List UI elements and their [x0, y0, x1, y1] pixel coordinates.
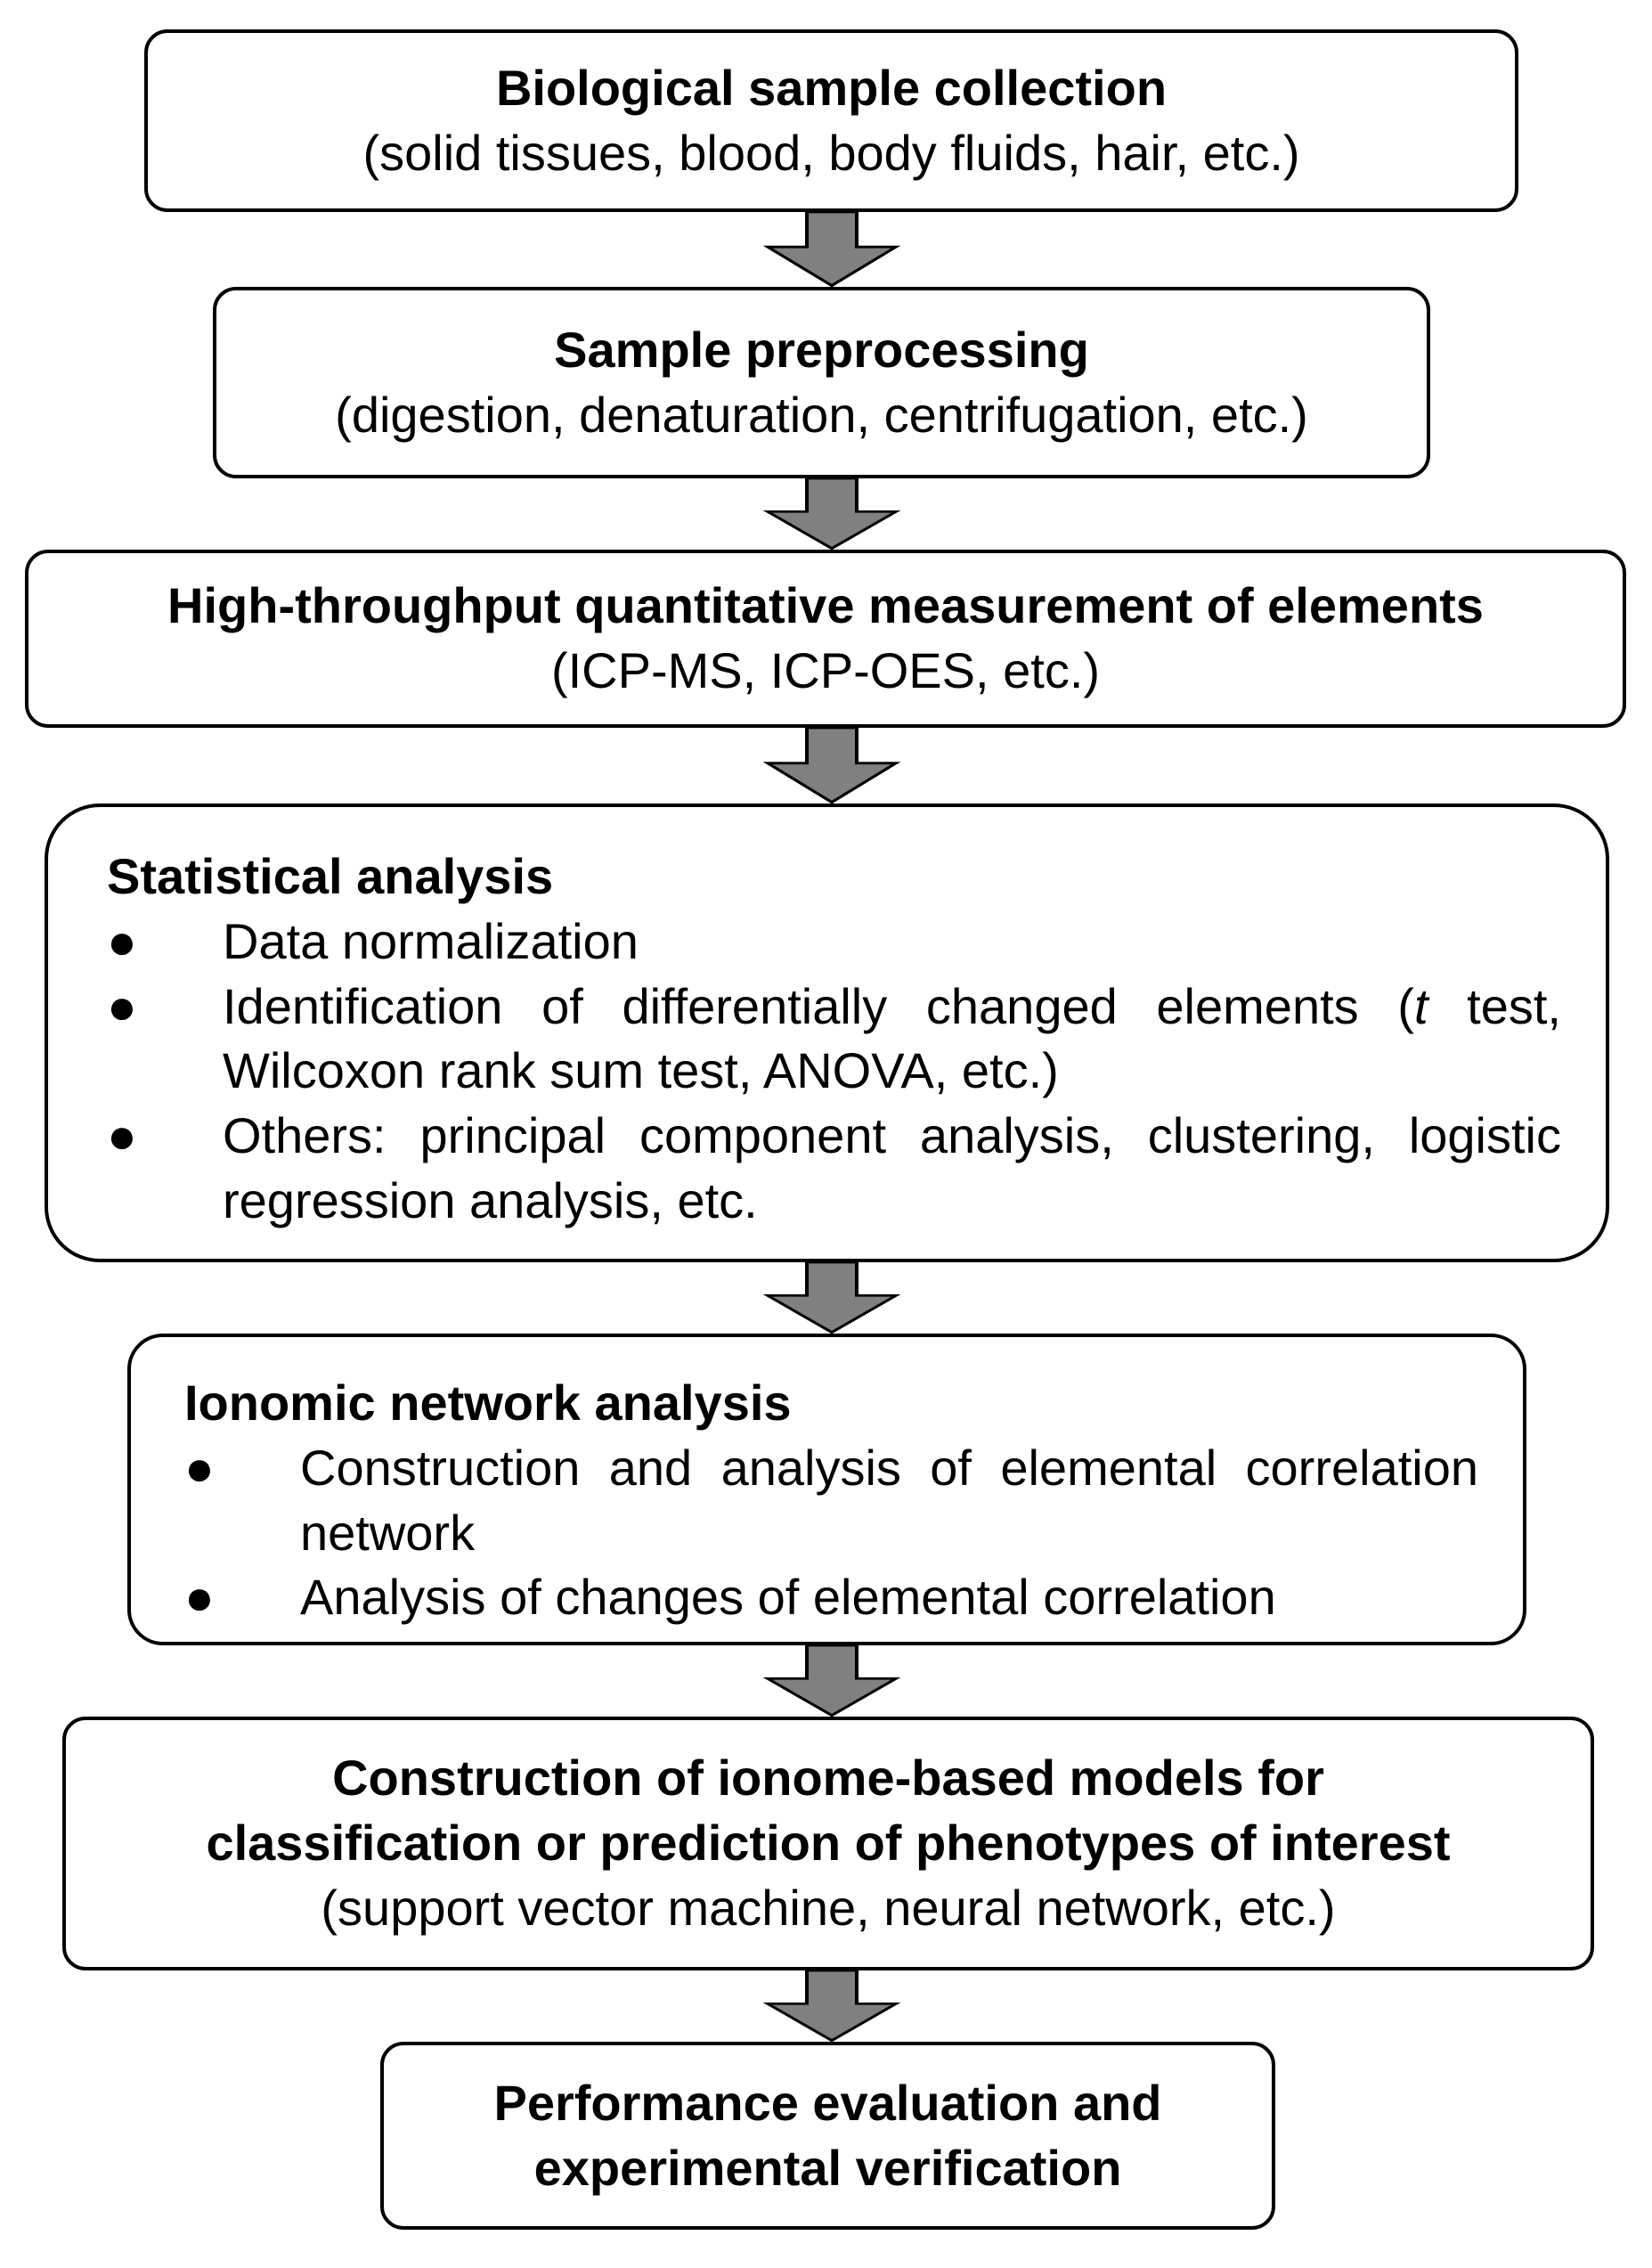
- list-item: [107, 975, 1561, 1105]
- list-item-text: Analysis of changes of elemental correlation: [300, 1569, 1276, 1626]
- list-item-text: Data normalization: [223, 912, 639, 969]
- list-item-text: [223, 975, 1561, 1105]
- step-statistical-analysis: [45, 804, 1609, 1262]
- step-title: Ionomic network analysis: [184, 1375, 792, 1431]
- step-subtitle: (solid tissues, blood, body fluids, hair, etc.): [362, 124, 1300, 181]
- bullet-icon: ●: [107, 1107, 137, 1164]
- step-sample-collection: [144, 29, 1518, 212]
- flow-arrow-down-icon: [761, 1645, 903, 1717]
- step-ionomic-network-analysis: [127, 1334, 1526, 1645]
- bullet-icon: ●: [107, 977, 137, 1034]
- step-quantitative-measurement: [25, 550, 1626, 728]
- flow-arrow-down-icon: [761, 1970, 903, 2042]
- list-item: [184, 1565, 1478, 1630]
- list-item-text-italic: t: [1413, 977, 1428, 1034]
- step-title-line2: classification or prediction of phenotypes of interest: [206, 1815, 1451, 1872]
- step-performance-evaluation: [380, 2042, 1275, 2230]
- bullet-icon: ●: [184, 1439, 215, 1496]
- step-ionome-models: [62, 1717, 1594, 1970]
- step-subtitle: (ICP-MS, ICP-OES, etc.): [550, 642, 1101, 698]
- list-item: [107, 1104, 1561, 1234]
- step-title: Biological sample collection: [495, 59, 1168, 116]
- step-title: High-throughput quantitative measurement of elements: [167, 577, 1484, 634]
- step-title: Statistical analysis: [107, 848, 554, 904]
- list-item-text: Construction and analysis of elemental correlation network: [300, 1439, 1478, 1561]
- step-subtitle: (support vector machine, neural network, etc.): [321, 1879, 1336, 1936]
- flow-arrow-down-icon: [761, 1262, 903, 1334]
- flow-arrow-down-icon: [761, 728, 903, 804]
- step-title-line1: Construction of ionome-based models for: [332, 1750, 1324, 1807]
- list-item-text-part: test, Wilcoxon rank sum test, ANOVA, etc.): [223, 977, 1561, 1099]
- list-item: [107, 910, 1561, 975]
- bullet-icon: ●: [107, 912, 137, 969]
- step-sample-preprocessing: [213, 287, 1430, 478]
- flow-arrow-down-icon: [761, 478, 903, 550]
- list-item-text: Others: principal component analysis, clustering, logistic regression analysis, etc.: [223, 1107, 1561, 1228]
- bullet-icon: ●: [184, 1569, 215, 1626]
- step-title-line1: Performance evaluation and: [493, 2074, 1162, 2131]
- step-subtitle: (digestion, denaturation, centrifugation, etc.): [335, 386, 1308, 443]
- list-item-text-part: Identification of differentially changed elements (: [223, 977, 1414, 1034]
- step-title: Sample preprocessing: [554, 321, 1089, 378]
- step-title-line2: experimental verification: [533, 2139, 1122, 2196]
- list-item: [184, 1436, 1478, 1566]
- flow-arrow-down-icon: [761, 212, 903, 287]
